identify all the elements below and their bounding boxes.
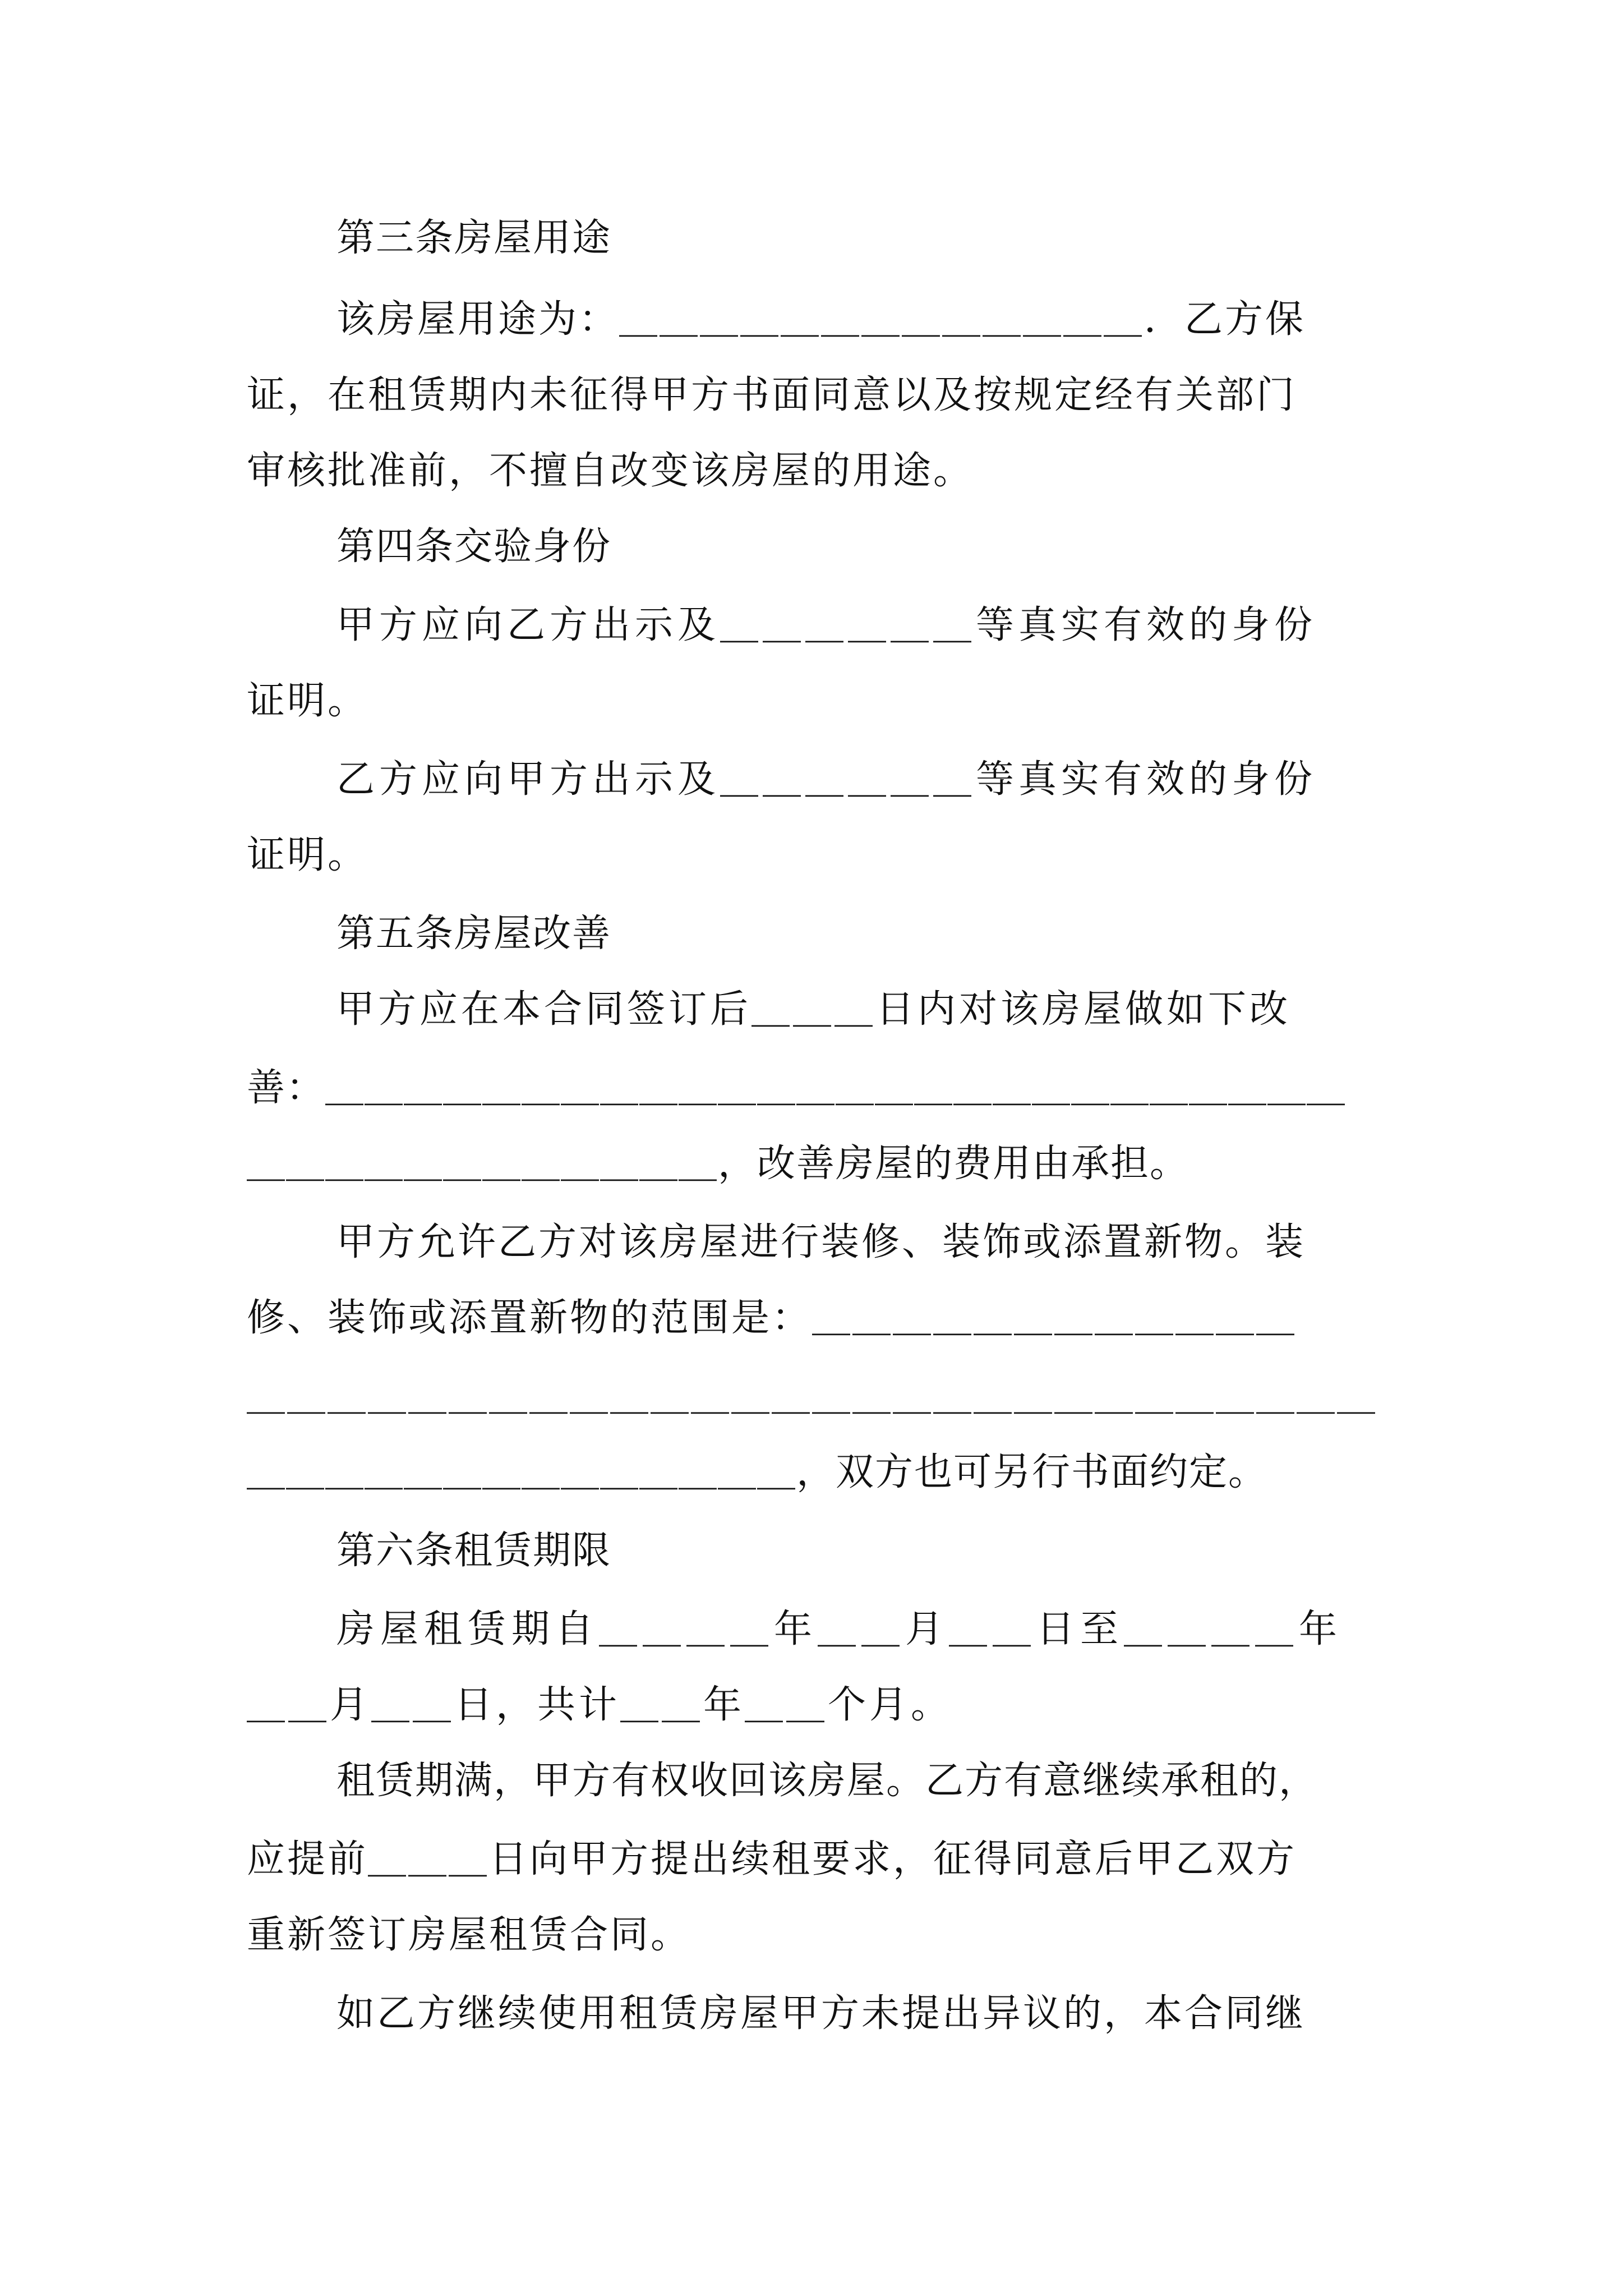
article-4-body-line-2: 证明。	[247, 679, 368, 723]
article-5-heading: 第五条房屋改善	[336, 912, 612, 956]
article-5-body-line-3: ＿＿＿＿＿＿＿＿＿＿＿＿，改善房屋的费用由承担。	[247, 1142, 1189, 1186]
article-6-body-line-2: ＿＿月＿＿日，共计＿＿年＿＿个月。	[247, 1683, 953, 1727]
article-4-body-line-3: 乙方应向甲方出示及＿＿＿＿＿＿等真实有效的身份	[336, 757, 1317, 802]
article-5-body-line-1: 甲方应在本合同签订后＿＿＿日内对该房屋做如下改	[336, 987, 1292, 1032]
article-5-body-line-4: 甲方允许乙方对该房屋进行装修、装饰或添置新物。装	[336, 1220, 1306, 1264]
article-6-body-line-3: 租赁期满，甲方有权收回该房屋。乙方有意继续承租的，	[336, 1759, 1318, 1803]
article-4-heading: 第四条交验身份	[336, 524, 612, 569]
article-4-body-line-1: 甲方应向乙方出示及＿＿＿＿＿＿等真实有效的身份	[336, 603, 1317, 647]
article-6-body-line-6: 如乙方继续使用租赁房屋甲方未提出异议的，本合同继	[336, 1991, 1306, 2036]
article-6-body-line-4: 应提前＿＿＿日向甲方提出续租要求，征得同意后甲乙双方	[247, 1837, 1297, 1881]
article-5-body-line-2: 善：＿＿＿＿＿＿＿＿＿＿＿＿＿＿＿＿＿＿＿＿＿＿＿＿＿＿	[247, 1066, 1347, 1110]
article-6-heading: 第六条租赁期限	[336, 1529, 612, 1573]
article-5-body-line-5: 修、装饰或添置新物的范围是：＿＿＿＿＿＿＿＿＿＿＿＿	[247, 1296, 1297, 1340]
article-6-body-line-5: 重新签订房屋租赁合同。	[247, 1913, 691, 1957]
article-4-body-line-4: 证明。	[247, 833, 368, 877]
article-3-body-line-1: 该房屋用途为：＿＿＿＿＿＿＿＿＿＿＿＿＿．乙方保	[336, 297, 1306, 342]
article-3-body-line-2: 证，在租赁期内未征得甲方书面同意以及按规定经有关部门	[247, 373, 1297, 417]
article-5-body-line-6: ＿＿＿＿＿＿＿＿＿＿＿＿＿＿＿＿＿＿＿＿＿＿＿＿＿＿＿＿	[247, 1374, 1378, 1419]
article-3-body-line-3: 审核批准前，不擅自改变该房屋的用途。	[247, 449, 974, 493]
article-5-body-line-7: ＿＿＿＿＿＿＿＿＿＿＿＿＿＿，双方也可另行书面约定。	[247, 1450, 1268, 1494]
article-3-heading: 第三条房屋用途	[336, 216, 612, 260]
article-6-body-line-1: 房屋租赁期自＿＿＿＿年＿＿月＿＿日至＿＿＿＿年	[336, 1607, 1343, 1651]
